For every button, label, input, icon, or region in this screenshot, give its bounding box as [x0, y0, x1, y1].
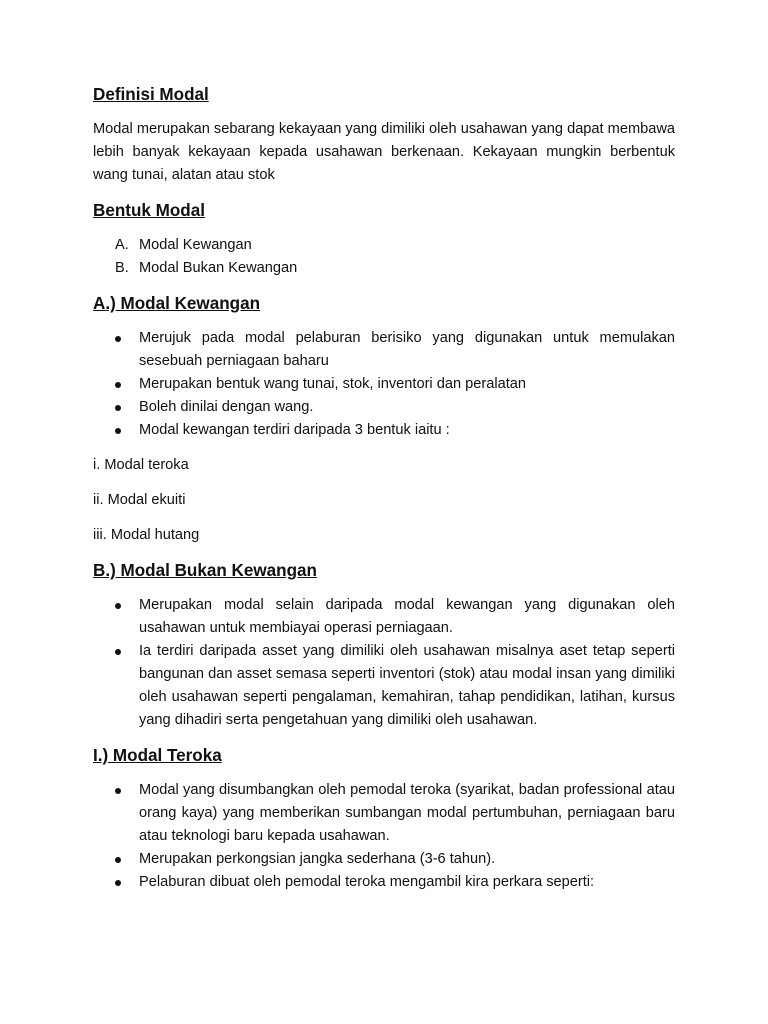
- heading-modal-teroka: I.) Modal Teroka: [93, 746, 222, 765]
- list-item: [93, 234, 675, 257]
- list-item: [93, 396, 675, 419]
- list-item: [93, 419, 675, 442]
- bullet-icon: [115, 857, 121, 863]
- paragraph-definisi-modal: Modal merupakan sebarang kekayaan yang dimiliki oleh usahawan yang dapat membawa lebih banyak kekayaan kepada usahawan berkenaan. Kekayaan mungkin berbentuk wang tunai, alatan atau stok: [93, 121, 675, 183]
- list-item: [93, 373, 675, 396]
- bullet-icon: [115, 405, 121, 411]
- list-item-text: Boleh dinilai dengan wang.: [139, 399, 314, 415]
- bullet-icon: [115, 649, 121, 655]
- list-item: [93, 779, 675, 848]
- kewangan-type-teroka: i. Modal teroka: [93, 457, 189, 473]
- list-item: [93, 640, 675, 732]
- list-item-text: Modal kewangan terdiri daripada 3 bentuk iaitu :: [139, 422, 450, 438]
- kewangan-type-hutang: iii. Modal hutang: [93, 527, 200, 543]
- list-item-text: Merupakan bentuk wang tunai, stok, inventori dan peralatan: [139, 376, 526, 392]
- list-marker: A.: [115, 237, 129, 253]
- heading-bentuk-modal: Bentuk Modal: [93, 201, 205, 220]
- list-item-text: Modal Kewangan: [139, 237, 252, 253]
- heading-modal-kewangan: A.) Modal Kewangan: [93, 294, 260, 313]
- list-item-text: Merupakan modal selain daripada modal kewangan yang digunakan oleh usahawan untuk membiayai operasi perniagaan.: [139, 597, 675, 636]
- list-item-text: Ia terdiri daripada asset yang dimiliki oleh usahawan misalnya aset tetap seperti bangunan dan asset semasa seperti inventori (stok) atau modal insan yang dimiliki oleh usahawan seperti pengalaman, kemahiran, tahap pendidikan, latihan, kursus yang dihadiri serta pengetahuan yang dimiliki oleh usahawan.: [139, 643, 675, 728]
- document-content: [93, 83, 675, 894]
- bullet-icon: [115, 603, 121, 609]
- list-item-text: Modal Bukan Kewangan: [139, 260, 298, 276]
- list-item: [93, 848, 675, 871]
- modal-kewangan-list: [93, 327, 675, 442]
- list-item: [93, 327, 675, 373]
- modal-bukan-kewangan-list: [93, 594, 675, 732]
- list-item-text: Merupakan perkongsian jangka sederhana (3-6 tahun).: [139, 851, 496, 867]
- bullet-icon: [115, 382, 121, 388]
- list-marker: B.: [115, 260, 129, 276]
- bullet-icon: [115, 788, 121, 794]
- bullet-icon: [115, 428, 121, 434]
- kewangan-type-ekuiti: ii. Modal ekuiti: [93, 492, 186, 508]
- list-item: [93, 257, 675, 280]
- heading-modal-bukan-kewangan: B.) Modal Bukan Kewangan: [93, 561, 317, 580]
- list-item-text: Merujuk pada modal pelaburan berisiko yang digunakan untuk memulakan sesebuah perniagaan baharu: [139, 330, 675, 369]
- heading-definisi-modal: Definisi Modal: [93, 85, 209, 104]
- bullet-icon: [115, 336, 121, 342]
- list-item-text: Modal yang disumbangkan oleh pemodal teroka (syarikat, badan professional atau orang kaya) yang memberikan sumbangan modal pertumbuhan, perniagaan baru atau teknologi baru kepada usahawan.: [139, 782, 675, 844]
- list-item-text: Pelaburan dibuat oleh pemodal teroka mengambil kira perkara seperti:: [139, 874, 595, 890]
- bullet-icon: [115, 880, 121, 886]
- list-item: [93, 871, 675, 894]
- bentuk-modal-list: [93, 234, 675, 280]
- modal-teroka-list: [93, 779, 675, 894]
- list-item: [93, 594, 675, 640]
